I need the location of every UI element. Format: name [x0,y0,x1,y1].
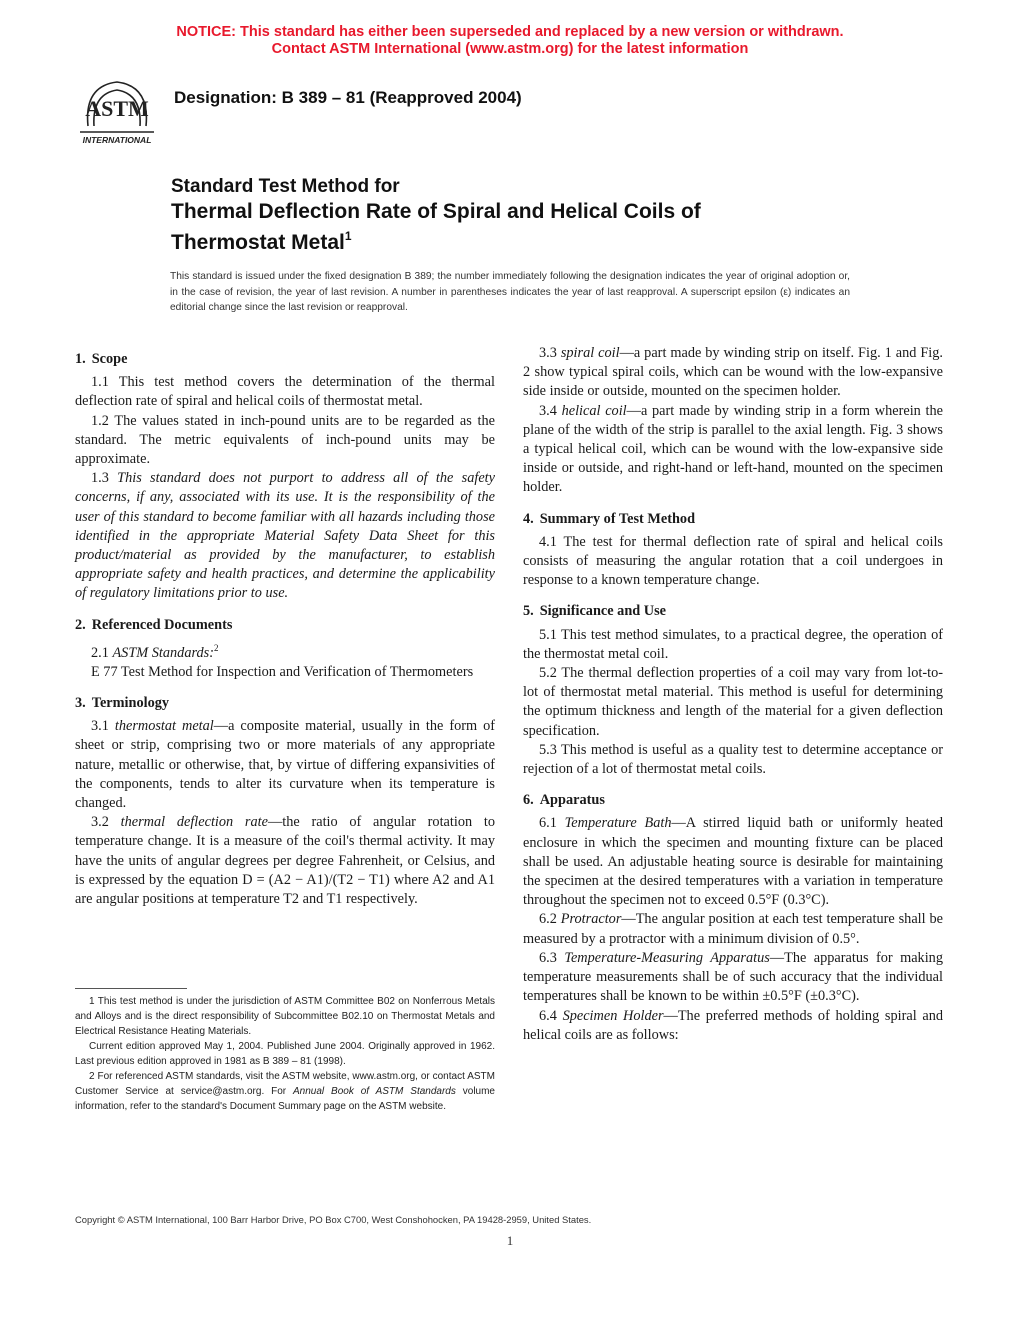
footnotes [75,988,495,1114]
copyright-line: Copyright © ASTM International, 100 Barr Harbor Drive, PO Box C700, West Conshohocken, PA 19428-2959, United States. [75,1214,592,1225]
footnote-1b: Current edition approved May 1, 2004. Published June 2004. Originally approved in 1962. Last previous edition approved in 1981 as B 389 – 81 (1998). [75,1041,495,1067]
section-heading-summary: 4. Summary of Test Method [523,510,696,527]
significance-5-2: 5.2 The thermal deflection properties of a coil may vary from lot-to-lot of thermostat metal material. This method is useful for determining the optimum thickness and length of the material for a given deflection specification. [523,665,943,739]
terminology-3-3: 3.3 spiral coil—a part made by winding strip on itself. Fig. 1 and Fig. 2 show typical spiral coils, which can be wound with the low-expansive side inside or outside, mounted on the specimen holder. [523,345,943,400]
title-line-1: Standard Test Method for [171,176,400,197]
right-column [523,344,943,1045]
apparatus-6-4: 6.4 Specimen Holder—The preferred methods of holding spiral and helical coils are as follows: [523,1007,943,1043]
footnote-divider [75,988,187,989]
footnote-1: 1 This test method is under the jurisdiction of ASTM Committee B02 on Nonferrous Metals and Alloys and is the direct responsibility of Subcommittee B02.10 on Thermostat Metals and Electrical Resistance Heating Materials. [75,996,495,1037]
astm-logo-icon [74,76,160,148]
left-column [75,344,495,909]
scope-1-1: 1.1 This test method covers the determination of the thermal deflection rate of spiral and helical coils of thermostat metal. [75,374,495,410]
scope-1-3: 1.3 This standard does not purport to address all of the safety concerns, if any, associated with its use. It is the responsibility of the user of this standard to become familiar with all hazards including those identified in the appropriate Material Safety Data Sheet for this product/material as provided by the manufacturer, to establish appropriate safety and health practices, and determine the applicability of regulatory limitations prior to use. [75,470,495,602]
section-heading-significance: 5. Significance and Use [523,603,667,620]
title-footnote-mark[interactable]: 1 [344,229,352,243]
section-heading-scope: 1. Scope [75,351,128,367]
apparatus-6-3: 6.3 Temperature-Measuring Apparatus—The apparatus for making temperature measurements shall be of such accuracy that the individual temperatures shall be known to be within ±0.5°F (±0.3°C). [523,949,943,1005]
reference-e77-link[interactable]: E 77 Test Method for Inspection and Verification of Thermometers [91,663,474,680]
apparatus-6-2: 6.2 Protractor—The angular position at each test temperature shall be measured by a protractor with a minimum division of 0.5°. [523,911,943,947]
section-heading-referenced: 2. Referenced Documents [75,616,233,633]
summary-4-1: 4.1 The test for thermal deflection rate of spiral and helical coils consists of measuring the angular rotation that a coil undergoes in response to a known temperature change. [523,533,943,589]
logo-subtext: INTERNATIONAL [82,135,152,145]
document-title [171,174,871,255]
terminology-3-2: 3.2 thermal deflection rate—the ratio of angular rotation to temperature change. It is a measure of the coil's thermal activity. It may have the units of angular degrees per degree Fahrenheit, or Celsius, and is expressed by the equation D = (A2 − A1)/(T2 − T1) where A2 and A1 are angular positions at temperature T2 and T1 respectively. [75,814,495,908]
title-line-2: Thermal Deflection Rate of Spiral and Helical Coils of [171,200,701,223]
referenced-2-1: 2.1 ASTM Standards:$^2$ [91,642,219,661]
designation: Designation: B 389 – 81 (Reapproved 2004) [174,88,522,107]
notice-line-2: Contact ASTM International (www.astm.org) for the latest information [271,41,749,57]
footnote-2: 2 For referenced ASTM standards, visit the ASTM website, www.astm.org, or contact ASTM Customer Service at service@astm.org. For Annual Book of ASTM Standards volume information, refer to the standard's Document Summary page on the ASTM website. [75,1071,495,1112]
terminology-3-4: 3.4 helical coil—a part made by winding strip in a form wherein the plane of the width of the strip is parallel to the axial length. Fig. 3 shows a typical helical coil, which can be wound with the low-expansive side inside or outside, and right-hand or left-hand, mounted on the specimen holder. [523,402,943,496]
withdrawn-notice [0,24,1020,58]
significance-5-1: 5.1 This test method simulates, to a practical degree, the operation of the thermostat metal coil. [523,626,943,662]
section-heading-apparatus: 6. Apparatus [523,792,605,809]
page-number: 1 [506,1233,514,1248]
significance-5-3: 5.3 This method is useful as a quality test to determine acceptance or rejection of a lot of thermostat metal coils. [523,741,943,778]
notice-line-1: NOTICE: This standard has either been superseded and replaced by a new version or withdrawn. [176,24,844,40]
logo-text: ASTM [85,96,149,121]
title-line-3: Thermostat Metal$^1$ [171,229,352,254]
apparatus-6-1: 6.1 Temperature Bath—A stirred liquid bath or uniformly heated enclosure in which the specimen and mounting fixture can be placed shall be used. An adjustable heating source is desirable for maintaining the specimen at the desired temperatures with a variation in temperature throughout the specimen not to exceed 0.5°F (0.3°C). [523,815,943,909]
section-heading-terminology: 3. Terminology [75,695,170,712]
issued-note: This standard is issued under the fixed designation B 389; the number immediately following the designation indicates the year of original adoption or, in the case of revision, the year of last revision. A number in parentheses indicates the year of last reapproval. A superscript epsilon (ε) indicates an editorial change since the last revision or reapproval. [170,271,850,313]
scope-1-2: 1.2 The values stated in inch-pound units are to be regarded as the standard. The metric equivalents of inch-pound units may be approximate. [75,412,495,468]
terminology-3-1: 3.1 thermostat metal—a composite material, usually in the form of sheet or strip, comprising two or more materials of any appropriate nature, metallic or otherwise, that, by virtue of differing expansivities of the components, tends to alter its curvature when its temperature is changed. [75,718,495,812]
